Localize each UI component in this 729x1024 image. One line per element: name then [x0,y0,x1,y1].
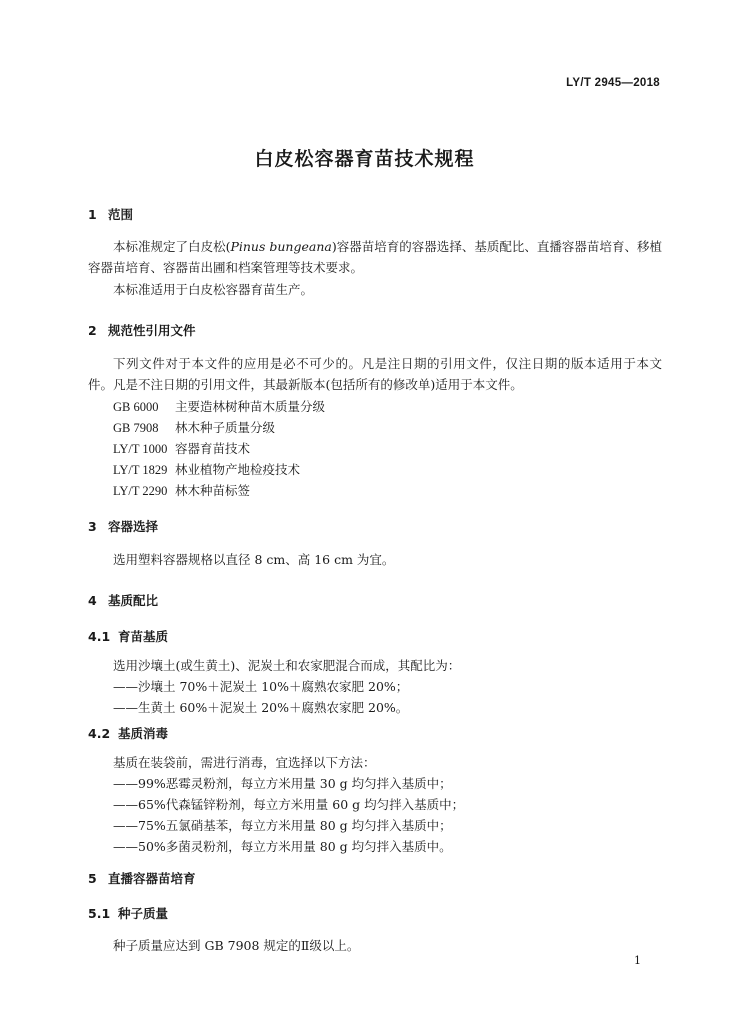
reference-code: LY/T 1000 [113,442,168,456]
section-1-paragraph-2: 本标准适用于白皮松容器育苗生产。 [113,282,314,297]
subsection-title: 基质消毒 [118,726,169,741]
subsection-4-1-heading [88,627,168,645]
section-number: 2 [88,323,97,338]
section-3-heading [88,517,158,535]
section-title: 范围 [108,207,134,222]
latin-name: Pinus bungeana [230,239,332,254]
section-3-paragraph: 选用塑料容器规格以直径 8 cm、高 16 cm 为宜。 [113,552,395,567]
list-item: ——75%五氯硝基苯，每立方米用量 80 g 均匀拌入基质中； [113,818,452,833]
section-title: 基质配比 [108,593,159,608]
section-2-paragraph: 下列文件对于本文件的应用是必不可少的。凡是注日期的引用文件，仅注日期的版本适用于本文件。凡是不注日期的引用文件，其最新版本(包括所有的修改单)适用于本文件。 [88,356,662,392]
subsection-4-2-heading [88,724,168,742]
subsection-number: 4.2 [88,726,111,741]
section-2-heading [88,321,196,339]
subsection-number: 4.1 [88,629,111,644]
reference-item [113,481,250,499]
section-title: 容器选择 [108,519,159,534]
reference-title: 林木种子质量分级 [175,420,276,435]
subsection-5-1-paragraph: 种子质量应达到 GB 7908 规定的Ⅱ级以上。 [113,938,360,953]
subsection-4-1-intro: 选用沙壤土(或生黄土)、泥炭土和农家肥混合而成，其配比为： [113,658,461,673]
list-item: ——65%代森锰锌粉剂，每立方米用量 60 g 均匀拌入基质中； [113,797,465,812]
list-item: ——沙壤土 70%＋泥炭土 10%＋腐熟农家肥 20%； [113,679,409,694]
subsection-5-1-heading [88,904,168,922]
text-run: 本标准规定了白皮松( [113,239,231,254]
section-4-heading [88,591,158,609]
page-number: 1 [634,954,641,967]
section-5-heading [88,869,196,887]
subsection-4-2-intro: 基质在装袋前，需进行消毒，宜选择以下方法： [113,755,376,770]
section-number: 3 [88,519,97,534]
reference-item [113,460,300,478]
reference-item [113,439,250,457]
reference-title: 容器育苗技术 [175,441,251,456]
reference-item [113,397,325,415]
reference-code: LY/T 2290 [113,484,168,498]
subsection-title: 种子质量 [118,906,169,921]
reference-code: GB 7908 [113,421,159,435]
list-item: ——50%多菌灵粉剂，每立方米用量 80 g 均匀拌入基质中。 [113,839,452,854]
section-1-heading [88,205,133,223]
document-title: 白皮松容器育苗技术规程 [254,148,475,170]
section-title: 直播容器苗培育 [108,871,196,886]
reference-code: GB 6000 [113,400,159,414]
section-title: 规范性引用文件 [108,323,196,338]
reference-title: 林木种苗标签 [175,483,251,498]
section-1-paragraph-1 [88,236,662,278]
list-item: ——99%恶霉灵粉剂，每立方米用量 30 g 均匀拌入基质中； [113,776,452,791]
section-number: 4 [88,593,97,608]
subsection-title: 育苗基质 [118,629,169,644]
list-item: ——生黄土 60%＋泥炭土 20%＋腐熟农家肥 20%。 [113,700,409,715]
reference-title: 林业植物产地检疫技术 [175,462,301,477]
reference-code: LY/T 1829 [113,463,168,477]
section-number: 1 [88,207,97,222]
section-number: 5 [88,871,97,886]
text-run: )容器苗培育的容器选择、基质配比、直播容器苗培育、移植容器苗培育、容器苗出圃和档案管理等技术要求。 [88,239,662,275]
reference-item [113,418,275,436]
subsection-number: 5.1 [88,906,111,921]
standard-code: LY/T 2945—2018 [566,77,660,89]
reference-title: 主要造林树种苗木质量分级 [175,399,326,414]
